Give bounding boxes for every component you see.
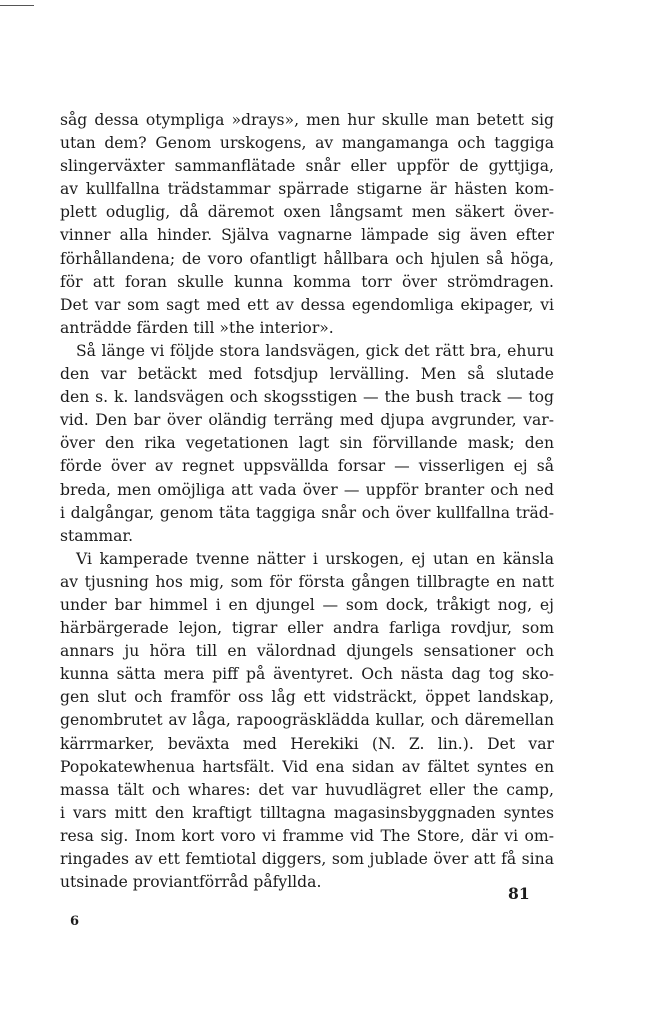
signature-mark: 6: [70, 914, 80, 929]
text-line: Det var som sagt med ett av dessa egendomliga ekipager, vi: [60, 295, 554, 314]
text-line: den s. k. landsvägen och skogsstigen — the bush track — tog: [60, 388, 554, 407]
text-line: av tjusning hos mig, som för första gången tillbragte en natt: [60, 572, 554, 591]
body-text: [60, 109, 554, 894]
text-line: härbärgerade lejon, tigrar eller andra farliga rovdjur, som: [60, 619, 554, 638]
text-line: utsinade proviantförråd påfyllda.: [60, 873, 322, 892]
text-line: resa sig. Inom kort voro vi framme vid The Store, där vi om-: [60, 826, 554, 845]
text-line: slingerväxter sammanflätade snår eller uppför de gyttjiga,: [60, 157, 554, 176]
text-line: massa tält och whares: det var huvudlägret eller the camp,: [60, 780, 554, 799]
text-line: förhållandena; de voro ofantligt hållbara och hjulen så höga,: [60, 249, 554, 268]
text-line: plett oduglig, då däremot oxen långsamt men säkert över-: [60, 203, 554, 222]
text-line: annars ju höra till en välordnad djungels sensationer och: [60, 642, 554, 661]
text-line: genombrutet av låga, rapoogräsklädda kullar, och däremellan: [60, 711, 554, 730]
text-line: utan dem? Genom urskogens, av mangamanga och taggiga: [60, 134, 554, 153]
text-line: stammar.: [60, 526, 134, 545]
text-line: för att foran skulle kunna komma torr över strömdragen.: [60, 272, 554, 291]
text-line: ringades av ett femtiotal diggers, som jublade över att få sina: [60, 850, 554, 868]
text-line: under bar himmel i en djungel — som dock, tråkigt nog, ej: [60, 595, 554, 614]
text-line: breda, men omöjliga att vada över — uppför branter och ned: [60, 480, 554, 499]
scan-edge-mark: [0, 5, 34, 6]
text-line: av kullfallna trädstammar spärrade stigarne är hästen kom-: [60, 180, 554, 199]
text-line: såg dessa otympliga »drays», men hur skulle man betett sig: [60, 111, 554, 129]
text-line: i vars mitt den kraftigt tilltagna magasinsbyggnaden syntes: [60, 803, 554, 822]
text-line: i dalgångar, genom täta taggiga snår och över kullfallna träd-: [60, 503, 554, 522]
text-line: Popokatewhenua hartsfält. Vid ena sidan av fältet syntes en: [60, 757, 554, 776]
text-line: vid. Den bar över oländig terräng med djupa avgrunder, var-: [60, 411, 554, 430]
text-line: anträdde färden till »the interior».: [60, 318, 334, 337]
text-line: vinner alla hinder. Själva vagnarne lämpade sig även efter: [60, 226, 554, 245]
text-line: gen slut och framför oss låg ett vidsträckt, öppet landskap,: [60, 688, 554, 707]
page-number: 81: [508, 884, 530, 903]
text-line: förde över av regnet uppsvällda forsar — visserligen ej så: [60, 457, 554, 476]
text-line: den var betäckt med fotsdjup lervälling. Men så slutade: [60, 365, 554, 384]
text-line: kunna sätta mera piff på äventyret. Och nästa dag tog sko-: [60, 665, 554, 684]
text-line: Vi kamperade tvenne nätter i urskogen, ej utan en känsla: [76, 549, 554, 568]
text-line: kärrmarker, beväxta med Herekiki (N. Z. lin.). Det var: [60, 734, 554, 753]
text-line: Så länge vi följde stora landsvägen, gick det rätt bra, ehuru: [76, 341, 554, 360]
text-line: över den rika vegetationen lagt sin förvillande mask; den: [60, 434, 554, 453]
